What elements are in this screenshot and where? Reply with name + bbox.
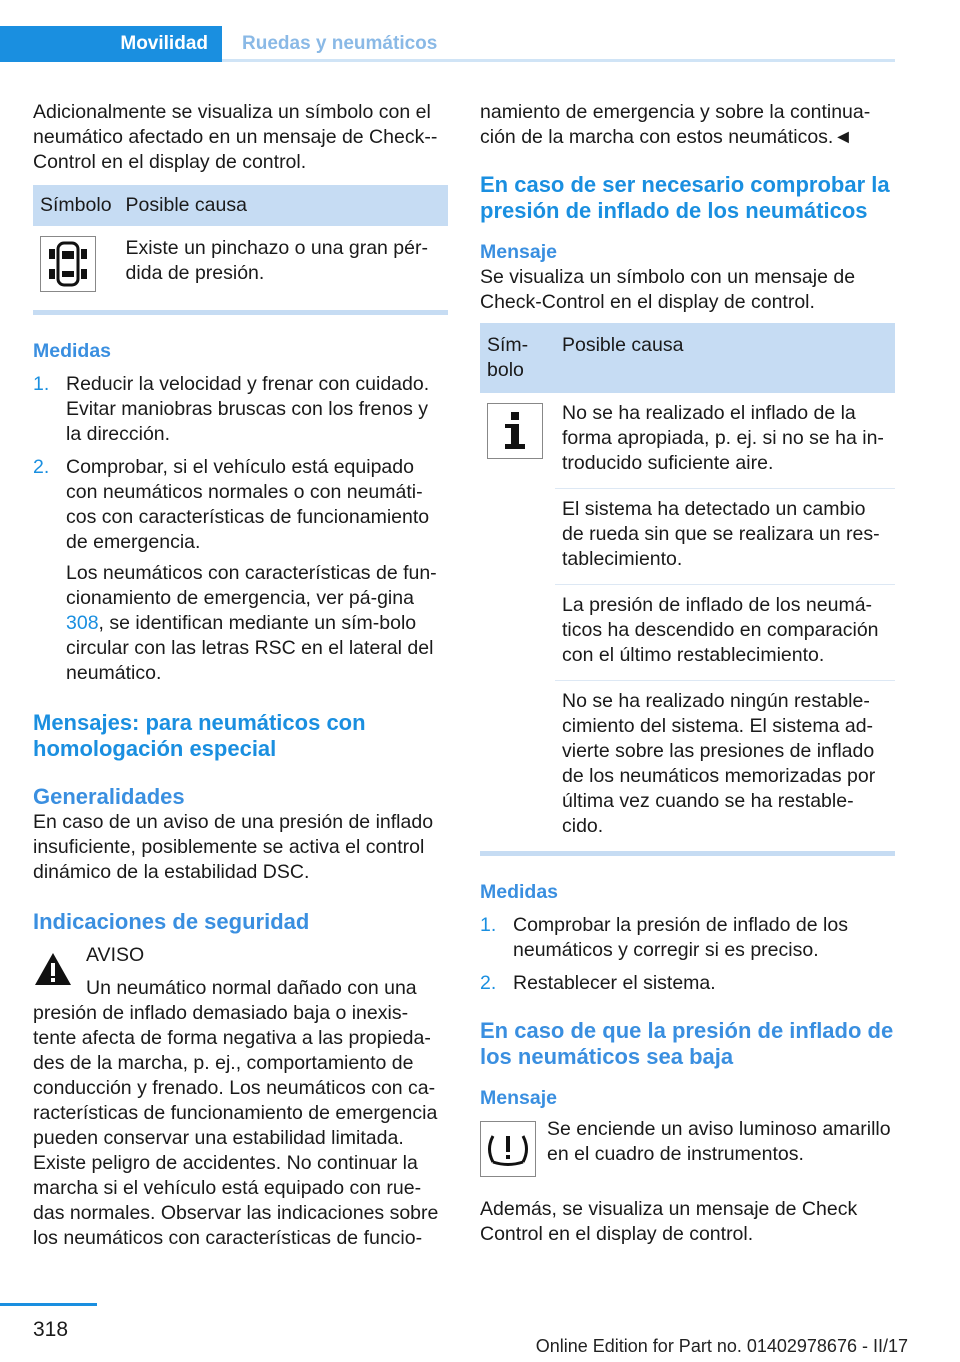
table1-bottom-rule <box>33 310 448 315</box>
symbol-table-2 <box>480 323 895 847</box>
check-pressure-heading: En caso de ser necesario comprobar la presión de inflado de los neumáticos <box>480 172 890 223</box>
info-icon <box>487 403 543 459</box>
medidas-steps <box>33 372 448 555</box>
generalidades-heading: Generalidades <box>33 784 185 809</box>
aviso-block <box>33 943 448 1001</box>
page-number: 318 <box>33 1318 69 1341</box>
tire-pressure-warning-icon <box>480 1121 536 1177</box>
generalidades-text: En caso de un aviso de una presión de inflado insuficiente, posiblemente se activa el control dinámico de la estabilidad DSC. <box>33 811 434 883</box>
tire-pressure-car-icon <box>40 236 96 292</box>
page-link-308[interactable]: 308 <box>66 612 99 634</box>
medidas-heading: Medidas <box>480 881 559 903</box>
mensaje-text: Se visualiza un símbolo con un mensaje de Check-Control en el display de control. <box>480 266 856 313</box>
seguridad-heading: Indicaciones de seguridad <box>33 909 310 934</box>
warning-triangle-icon <box>33 949 73 989</box>
table2-cause: El sistema ha detectado un cambio de rueda sin que se realizara un res-tablecimiento. <box>555 489 895 585</box>
table2-bottom-rule <box>480 851 895 856</box>
warning-light-block <box>480 1117 895 1177</box>
aviso-first-line: Un neumático normal dañado con una <box>86 977 417 999</box>
aviso-text: presión de inflado demasiado baja o inexis-tente afecta de forma negativa a las propieda-des de la marcha, p. ej., comportamiento de conducción y frenado. Los neumáticos con ca-racterísticas de funcionamiento de emergencia pueden conservar una estabilidad limitada. Existe peligro de accidentes. No continuar la marcha si el vehículo está equipado con rue-das normales. Observar las indicaciones sobre los neumáticos con características de funcio- <box>33 1002 439 1249</box>
table1-cause: Existe un pinchazo o una gran pér-dida de presión. <box>125 237 428 284</box>
special-tires-heading: Mensajes: para neumáticos con homologación especial <box>33 710 366 761</box>
aviso-label: AVISO <box>86 944 145 966</box>
continuation-paragraph: namiento de emergencia y sobre la continua-ción de la marcha con estos neumáticos.◄ <box>480 101 871 148</box>
table2-cause: La presión de inflado de los neumá-ticos ha descendido en comparación con el último restablecimiento. <box>555 585 895 681</box>
medidas-steps <box>480 913 895 996</box>
tab-movilidad[interactable]: Movilidad <box>0 26 222 62</box>
col-header-cause: Posible causa <box>555 323 895 393</box>
header-divider <box>222 59 895 62</box>
left-column <box>33 100 448 1251</box>
footer-rule <box>0 1303 97 1306</box>
list-item: 1. Reducir la velocidad y frenar con cuidado. Evitar maniobras bruscas con los frenos y la dirección. <box>33 373 430 445</box>
ademas-text: Además, se visualiza un mensaje de Check Control en el display de control. <box>480 1198 858 1245</box>
symbol-table-1 <box>33 185 448 304</box>
mensaje-heading: Mensaje <box>480 241 557 263</box>
list-item: 2. Comprobar, si el vehículo está equipado con neumáticos normales o con neumáti-cos con características de funcionamiento de emergencia. <box>33 456 430 553</box>
col-header-cause: Posible causa <box>119 185 448 226</box>
col-header-symbol: Símbolo <box>33 185 119 226</box>
intro-paragraph: Adicionalmente se visualiza un símbolo con el neumático afectado en un mensaje de Check--Control en el display de control. <box>33 101 438 173</box>
warning-light-text: Se enciende un aviso luminoso amarillo en el cuadro de instrumentos. <box>547 1118 891 1165</box>
table2-cause: No se ha realizado ningún restable-cimiento del sistema. El sistema ad-vierte sobre las presiones de inflado de los neumáticos memorizadas por última vez cuando se ha restable-cido. <box>562 690 876 837</box>
mensaje-heading: Mensaje <box>480 1087 557 1109</box>
list-item: 1. Comprobar la presión de inflado de los neumáticos y corregir si es preciso. <box>480 914 848 961</box>
low-pressure-heading: En caso de que la presión de inflado de los neumáticos sea baja <box>480 1018 894 1069</box>
rsc-note: Los neumáticos con características de fun-cionamiento de emergencia, ver pá-gina 308, se identifican mediante un sím-bolo circular con las letras RSC en el lateral del neumático. <box>66 562 437 684</box>
list-item: 2. Restablecer el sistema. <box>480 972 716 994</box>
section-header <box>0 26 895 62</box>
table2-cause: No se ha realizado el inflado de la forma apropiada, p. ej. si no se ha in-troducido suficiente aire. <box>555 393 895 489</box>
right-column <box>480 100 895 1247</box>
edition-note: Online Edition for Part no. 01402978676 - II/17 <box>535 1336 908 1356</box>
col-header-symbol: Sím-bolo <box>480 323 555 393</box>
medidas-heading: Medidas <box>33 340 112 362</box>
tab-ruedas-y-neumaticos[interactable]: Ruedas y neumáticos <box>242 33 438 54</box>
